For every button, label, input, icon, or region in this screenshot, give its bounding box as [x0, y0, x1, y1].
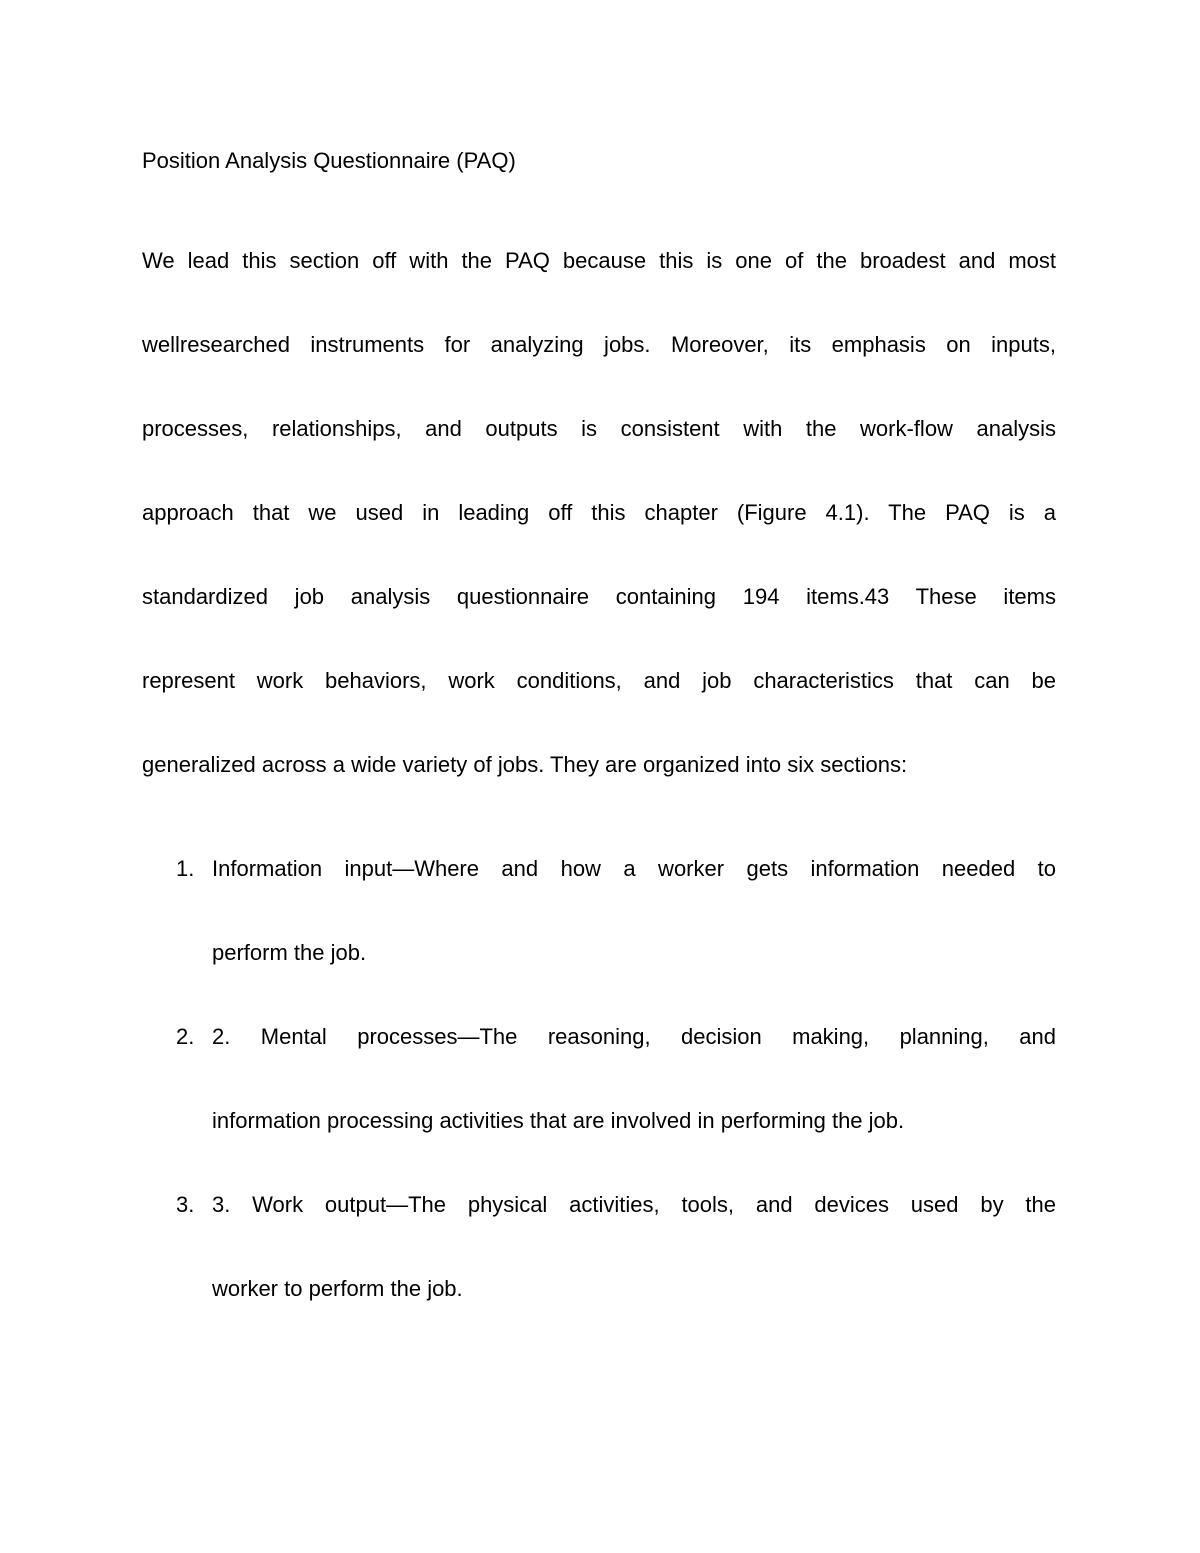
sections-list: [142, 854, 1056, 1358]
list-item-text: information processing activities that are involved in performing the job.: [212, 1108, 905, 1133]
paragraph-line: We lead this section off with the PAQ because this is one of the broadest and most: [142, 248, 1056, 273]
document-title: Position Analysis Questionnaire (PAQ): [142, 148, 516, 173]
list-item: [142, 854, 1056, 1022]
list-item-text: perform the job.: [212, 940, 367, 965]
paragraph-line: approach that we used in leading off this chapter (Figure 4.1). The PAQ is a: [142, 500, 1056, 525]
list-number: 2.: [176, 1024, 195, 1049]
list-item-text: 2. Mental processes—The reasoning, decision making, planning, and: [212, 1024, 1056, 1049]
list-item: [142, 1190, 1056, 1358]
paragraph-line: generalized across a wide variety of jobs. They are organized into six sections:: [142, 752, 908, 777]
paragraph-line: represent work behaviors, work conditions, and job characteristics that can be: [142, 668, 1056, 693]
list-number: 3.: [176, 1192, 195, 1217]
list-item-text: 3. Work output—The physical activities, tools, and devices used by the: [212, 1192, 1056, 1217]
list-item-text: worker to perform the job.: [212, 1276, 463, 1301]
list-number: 1.: [176, 856, 195, 881]
intro-paragraph: [142, 246, 1056, 834]
paragraph-line: standardized job analysis questionnaire containing 194 items.43 These items: [142, 584, 1056, 609]
list-item: [142, 1022, 1056, 1190]
list-item-text: Information input—Where and how a worker gets information needed to: [212, 856, 1056, 881]
paragraph-line: processes, relationships, and outputs is consistent with the work-flow analysis: [142, 416, 1056, 441]
paragraph-line: wellresearched instruments for analyzing jobs. Moreover, its emphasis on inputs,: [142, 332, 1056, 357]
